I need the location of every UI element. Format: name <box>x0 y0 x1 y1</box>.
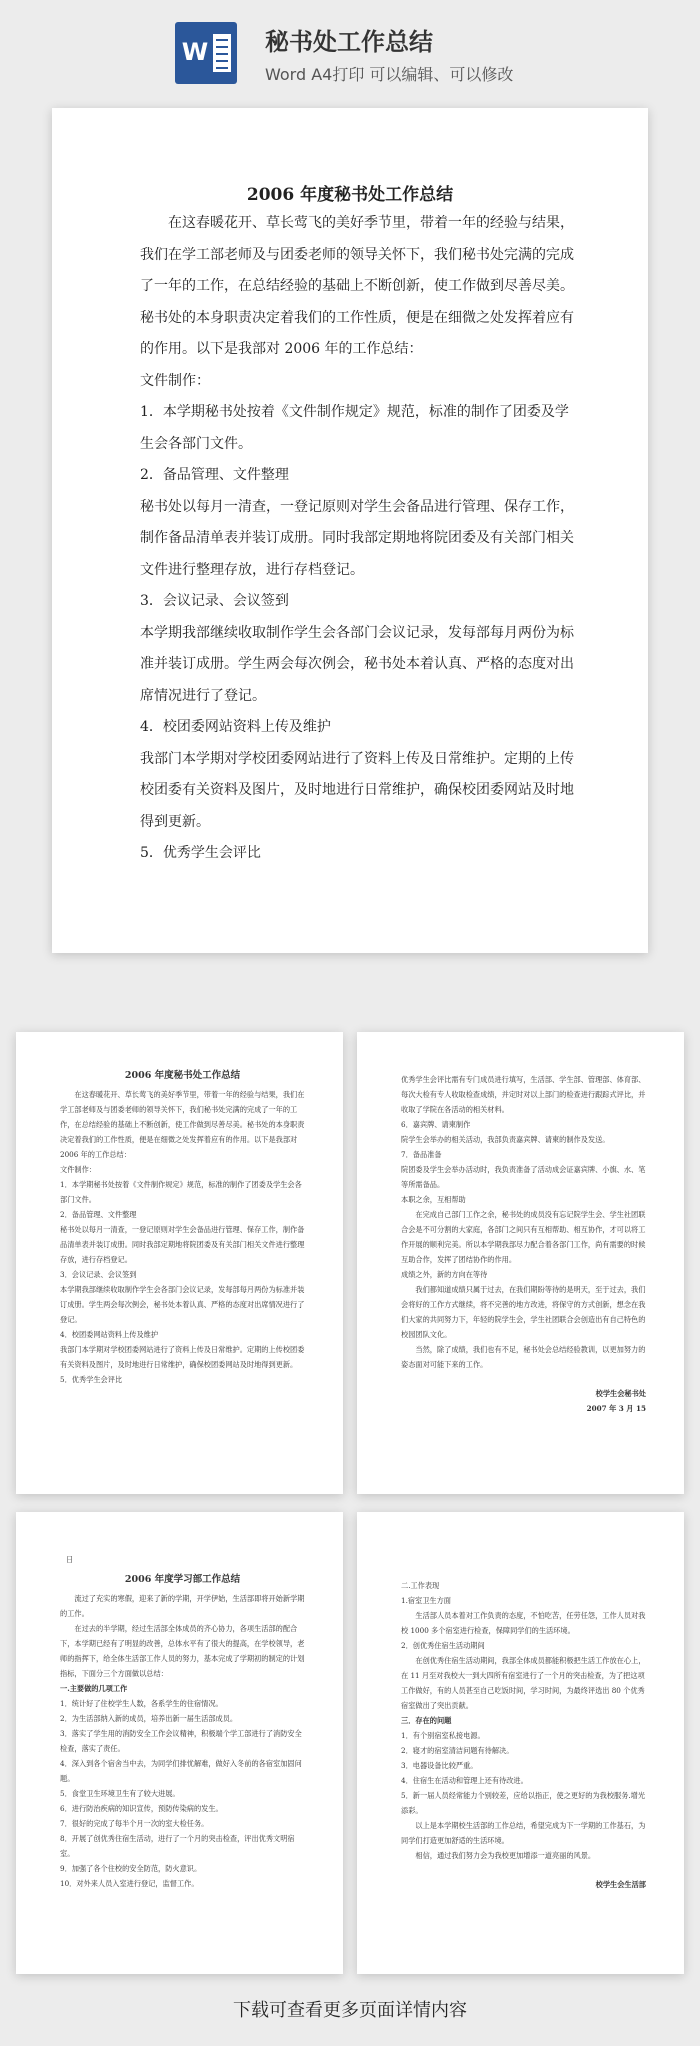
paragraph: 我部门本学期对学校团委网站进行了资料上传及日常维护。定期的上传校团委有关资料及图片，及时地进行日常维护，确保校团委网站及时地得到更新。 <box>140 750 574 830</box>
thumbnail-page-2[interactable] <box>357 1032 684 1494</box>
thumb-paragraph: 2．备品管理、文件整理 <box>60 1210 137 1219</box>
paragraph: 文件制作： <box>140 372 210 389</box>
thumb-paragraph: 1．本学期秘书处按着《文件制作规定》规范，标准的制作了团委及学生会各部门文件。 <box>60 1180 302 1204</box>
page-title: 2006 年度秘书处工作总结 <box>246 185 454 205</box>
thumb-paragraph: 2．为生活部纳入新的成员，培养出新一届生活部成员。 <box>60 1714 238 1723</box>
thumb-section-heading: 三．存在的问题 <box>401 1716 452 1725</box>
page-body <box>140 208 580 870</box>
thumb-paragraph: 5．优秀学生会评比 <box>60 1375 123 1384</box>
word-letter: W <box>181 38 209 66</box>
thumb-paragraph: 我部门本学期对学校团委网站进行了资料上传及日常维护。定期的上传校团委有关资料及图片，及时地进行日常维护，确保校团委网站及时地得到更新。 <box>60 1345 305 1369</box>
thumb-paragraph: 6．进行防治疾病的知识宣传，预防传染病的发生。 <box>60 1804 223 1813</box>
thumb-paragraph: 7．很好的完成了每半个月一次的室大检任务。 <box>60 1819 209 1828</box>
thumbnail-page-4[interactable] <box>357 1512 684 1974</box>
thumb-paragraph: 本职之余，互相帮助 <box>401 1195 466 1204</box>
thumb-paragraph: 6．嘉宾牌、请柬制作 <box>401 1120 471 1129</box>
thumb-paragraph: 在这春暖花开、草长莺飞的美好季节里，带着一年的经验与结果，我们在学工部老师及与团委老师的领导关怀下，我们秘书处完满的完成了一年的工作，在总结经验的基础上不断创新，使工作做到尽善尽美。秘书处的本身职责决定着我们的工作性质，便是在细微之处发挥着应有的作用。以下是我部对 2006 年的工作总结： <box>60 1090 305 1159</box>
main-page-preview[interactable] <box>52 108 648 953</box>
thumb-paragraph: 5．食堂卫生环境卫生有了较大进展。 <box>60 1789 180 1798</box>
paragraph: 在这春暖花开、草长莺飞的美好季节里，带着一年的经验与结果，我们在学工部老师及与团委老师的领导关怀下，我们秘书处完满的完成了一年的工作，在总结经验的基础上不断创新，使工作做到尽善尽美。秘书处的本身职责决定着我们的工作性质，便是在细微之处发挥着应有的作用。以下是我部对 2006 年的工作总结： <box>140 215 574 357</box>
thumb-section-heading: 二.工作表现 <box>401 1581 440 1590</box>
thumb-paragraph: 9．加强了各个住校的安全防范，防火意识。 <box>60 1864 202 1873</box>
thumb-paragraph: 5．新一届人员经常能力个别较差，应给以指正，使之更好的为我校服务.增光添彩。 <box>401 1791 646 1815</box>
thumb-paragraph: 院团委及学生会举办活动时，我负责准备了活动成会证嘉宾牌、小旗、水、笔等所需备品。 <box>401 1165 646 1189</box>
thumbnail-page-1[interactable] <box>16 1032 343 1494</box>
thumb-paragraph: 4．校团委网站资料上传及维护 <box>60 1330 159 1339</box>
thumb-paragraph: 优秀学生会评比需有专门成员进行填写，生活部、学生部、管理部、体育部、每次大检有专人收取检查成绩，并定时对以上部门的检查进行跟踪式评比，并收取了学院在各活动的相关材料。 <box>401 1075 646 1114</box>
thumb-paragraph: 2．寝才的宿室清洁问题有待解决。 <box>401 1746 514 1755</box>
word-document-icon <box>175 22 237 84</box>
thumb-paragraph: 1．统计好了住校学生人数，各系学生的住宿情况。 <box>60 1699 223 1708</box>
thumb-paragraph: 在过去的半学期，经过生活部全体成员的齐心协力，各项生活部的配合下，本学期已经有了明显的改善，总体水平有了很大的提高，在学校领导，老师的指挥下，给全体生活部工作人员的努力，基本完成了学期初的制定的计划指标，下面分三个方面做以总结： <box>60 1624 305 1678</box>
paragraph: 3．会议记录、会议签到 <box>140 593 289 609</box>
thumb-paragraph: 4．深入到各个宿舍当中去，为同学们排忧解难，做好入冬前的各宿室加固问题。 <box>60 1759 302 1783</box>
thumb-paragraph: 3．电器设备比较严重。 <box>401 1761 478 1770</box>
thumb-paragraph: 1．有个别宿室私接电源。 <box>401 1731 485 1740</box>
thumb-signature: 校学生会秘书处 <box>595 1389 646 1398</box>
thumb-paragraph: 本学期我部继续收取制作学生会各部门会议记录，发每部每月两份为标准并装订成册。学生两会每次例会，秘书处本着认真、严格的态度对出席情况进行了登记。 <box>60 1285 305 1324</box>
thumb-paragraph: 流过了充实的寒假，迎来了新的学期，开学伊始，生活部即将开始新学期的工作。 <box>60 1594 305 1618</box>
thumb-paragraph: 院学生会举办的相关活动，我部负责嘉宾牌、请柬的制作及发送。 <box>401 1135 610 1144</box>
thumb-paragraph: 生活部人员本着对工作负责的态度，不怕吃苦，任劳任怨，工作人员对我校 1000 多个宿室进行检查，保障同学们的生活环境。 <box>401 1611 646 1635</box>
thumb-paragraph: 在完成自己部门工作之余，秘书处的成员没有忘记院学生会、学生社团联合会是不可分割的大家庭，各部门之间只有互相帮助、相互协作，才可以将工作开展的顺利完美。所以本学期我部尽力配合着各部门工作，尚有需要的时候互助合作，发挥了团结协作的作用。 <box>401 1210 646 1264</box>
header <box>0 0 700 95</box>
paragraph: 2．备品管理、文件整理 <box>140 467 289 483</box>
thumb-paragraph: 7．备品准备 <box>401 1150 442 1159</box>
download-prompt[interactable]: 下载可查看更多页面详情内容 <box>233 2000 467 2021</box>
thumb-section-heading: 一.主要做的几项工作 <box>60 1684 128 1693</box>
thumb-paragraph: 4．住宿生在活动和管理上还有待改进。 <box>401 1776 528 1785</box>
thumb-paragraph: 成绩之外，新的方向在等待 <box>401 1270 488 1279</box>
thumb-paragraph: 当然，除了成绩，我们也有不足，秘书处会总结经验教训，以更加努力的姿态面对可能下来的工作。 <box>401 1345 646 1369</box>
thumb-page-marker: 日 <box>66 1555 74 1564</box>
thumb-signature: 校学生会生活部 <box>595 1880 646 1889</box>
thumb-title: 2006 年度秘书处工作总结 <box>124 1070 241 1081</box>
paragraph: 秘书处以每月一清查，一登记原则对学生会备品进行管理、保存工作，制作备品清单表并装订成册。同时我部定期地将院团委及有关部门相关文件进行整理存放，进行存档登记。 <box>140 498 574 578</box>
document-subtitle: Word A4打印 可以编辑、可以修改 <box>265 65 514 84</box>
document-title: 秘书处工作总结 <box>265 28 433 56</box>
thumb-paragraph: 秘书处以每月一清查，一登记原则对学生会备品进行管理、保存工作，制作备品清单表并装订成册。同时我部定期地将院团委及有关部门相关文件进行整理存放，进行存档登记。 <box>60 1225 305 1264</box>
thumb-paragraph: 以上是本学期校生活部的工作总结，希望完成为下一学期的工作基石，为同学们打造更加舒适的生活环境。 <box>401 1821 646 1845</box>
paragraph: 1．本学期秘书处按着《文件制作规定》规范，标准的制作了团委及学生会各部门文件。 <box>140 404 569 452</box>
thumb-paragraph: 1.宿室卫生方面 <box>401 1596 451 1605</box>
thumbnail-page-3[interactable] <box>16 1512 343 1974</box>
document-lines-icon <box>213 34 231 72</box>
thumb-paragraph: 相信，通过我们努力会为我校更加增添一道亮丽的风景。 <box>415 1851 596 1860</box>
thumb-paragraph: 在创优秀住宿生活动期间，我部全体成员都能积极把生活工作放在心上，在 11 月至对我校大一到大四所有宿室进行了一个月的突击检查，为了把这项工作做好，有的人员甚至自己吃饭时间，学习时间，为最终评选出 80 个优秀宿室做出了突出贡献。 <box>401 1656 646 1710</box>
paragraph: 4．校团委网站资料上传及维护 <box>140 719 331 735</box>
thumb-paragraph: 文件制作： <box>60 1165 96 1174</box>
paragraph: 5．优秀学生会评比 <box>140 845 261 861</box>
thumb-paragraph: 我们都知道成绩只属于过去，在我们期盼等待的是明天，至于过去，我们会将好的工作方式继续，将不完善的地方改进，将保守的方式创新，想念在我们大家的共同努力下，年轻的院学生会，学生社团联合会创造出有自己特色的校园团队文化。 <box>401 1285 646 1339</box>
thumb-paragraph: 3．落实了学生用的消防安全工作会议精神，积极端个学工部进行了消防安全检查，落实了责任。 <box>60 1729 302 1753</box>
thumb-paragraph: 3．会议记录、会议签到 <box>60 1270 137 1279</box>
thumb-paragraph: 8．开展了创优秀住宿生活动，进行了一个月的突击检查，评出优秀文明宿室。 <box>60 1834 295 1858</box>
thumb-paragraph: 2．创优秀住宿生活动期间 <box>401 1641 485 1650</box>
paragraph: 本学期我部继续收取制作学生会各部门会议记录，发每部每月两份为标准并装订成册。学生两会每次例会，秘书处本着认真、严格的态度对出席情况进行了登记。 <box>140 624 574 704</box>
thumb-title: 2006 年度学习部工作总结 <box>124 1574 241 1585</box>
thumb-date: 2007 年 3 月 15 <box>586 1404 646 1413</box>
thumb-paragraph: 10．对外来人员入室进行登记，监督工作。 <box>60 1879 199 1888</box>
